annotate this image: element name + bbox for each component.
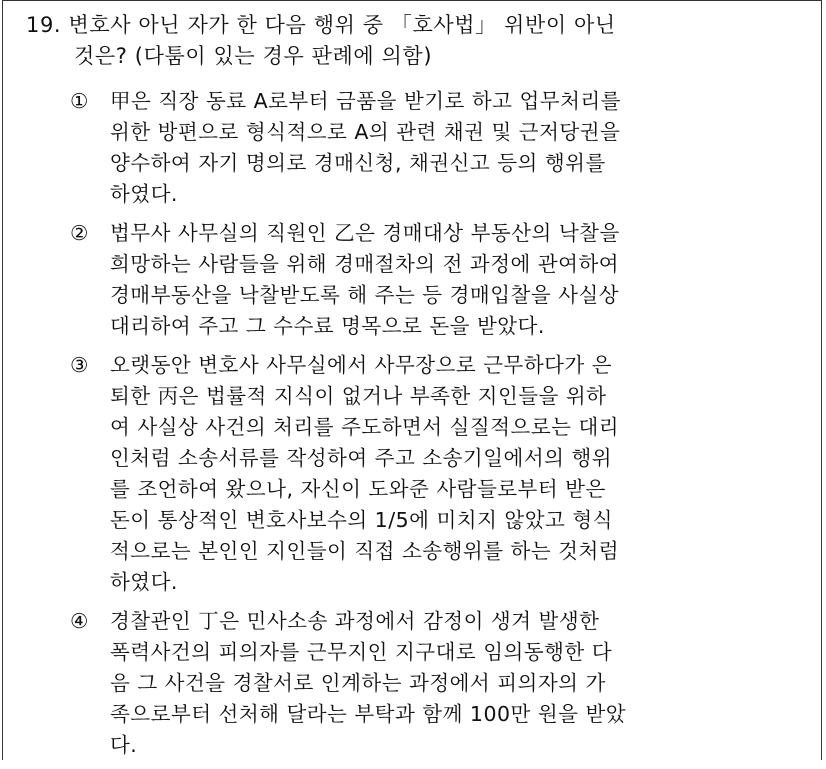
question-line: 것은? (다툼이 있는 경우 판례에 의함) — [74, 44, 433, 68]
choice-4[interactable] — [70, 606, 780, 761]
choice-text-line: 오랫동안 변호사 사무실에서 사무장으로 근무하다가 은 — [110, 353, 613, 377]
choice-text-line: 경찰관인 丁은 민사소송 과정에서 감정이 생겨 발생한 — [110, 609, 600, 633]
choice-text-line: 돈이 통상적인 변호사보수의 1/5에 미치지 않았고 형식 — [110, 508, 613, 532]
question-line — [26, 10, 786, 41]
choice-text-line: 위한 방편으로 형식적으로 A의 관련 채권 및 근저당권을 — [110, 120, 621, 144]
question-stem — [26, 10, 786, 72]
choice-text-line: 를 조언하여 왔으나, 자신이 도와준 사람들로부터 받은 — [110, 477, 606, 501]
choice-3[interactable] — [70, 350, 780, 598]
choice-text-line: 폭력사건의 피의자를 근무지인 지구대로 임의동행한 다 — [110, 640, 613, 664]
choice-text-line: 하였다. — [110, 182, 178, 206]
choice-text-line: 양수하여 자기 명의로 경매신청, 채권신고 등의 행위를 — [110, 151, 606, 175]
choice-text-line: 적으로는 본인인 지인들이 직접 소송행위를 하는 것처럼 — [110, 539, 620, 563]
choice-number: ④ — [70, 609, 89, 633]
choice-text-line: 甲은 직장 동료 A로부터 금품을 받기로 하고 업무처리를 — [110, 89, 622, 113]
choice-text-line: 하였다. — [110, 570, 178, 594]
choice-1[interactable] — [70, 86, 780, 210]
choice-number: ① — [70, 89, 89, 113]
choice-text-line: 희망하는 사람들을 위해 경매절차의 전 과정에 관여하여 — [110, 252, 620, 276]
choice-text-line: 퇴한 丙은 법률적 지식이 없거나 부족한 지인들을 위하 — [110, 384, 607, 408]
choice-text-line: 법무사 사무실의 직원인 乙은 경매대상 부동산의 낙찰을 — [110, 221, 620, 245]
choice-text-line: 경매부동산을 낙찰받도록 해 주는 등 경매입찰을 사실상 — [110, 283, 620, 307]
choice-text-line: 족으로부터 선처해 달라는 부탁과 함께 100만 원을 받았 — [110, 702, 627, 726]
choice-text-line: 여 사실상 사건의 처리를 주도하면서 실질적으로는 대리 — [110, 415, 620, 439]
choice-text-line: 인처럼 소송서류를 작성하여 주고 소송기일에서의 행위 — [110, 446, 613, 470]
question-text: 변호사 아닌 자가 한 다음 행위 중 「호사법」 위반이 아닌 — [68, 13, 616, 37]
answer-choices — [70, 86, 780, 769]
choice-number: ③ — [70, 353, 89, 377]
choice-2[interactable] — [70, 218, 780, 342]
choice-text-line: 음 그 사건을 경찰서로 인계하는 과정에서 피의자의 가 — [110, 671, 606, 695]
choice-text-line: 다. — [110, 733, 138, 757]
choice-text-line: 대리하여 주고 그 수수료 명목으로 돈을 받았다. — [110, 314, 545, 338]
question-number: 19. — [26, 13, 62, 37]
choice-number: ② — [70, 221, 89, 245]
